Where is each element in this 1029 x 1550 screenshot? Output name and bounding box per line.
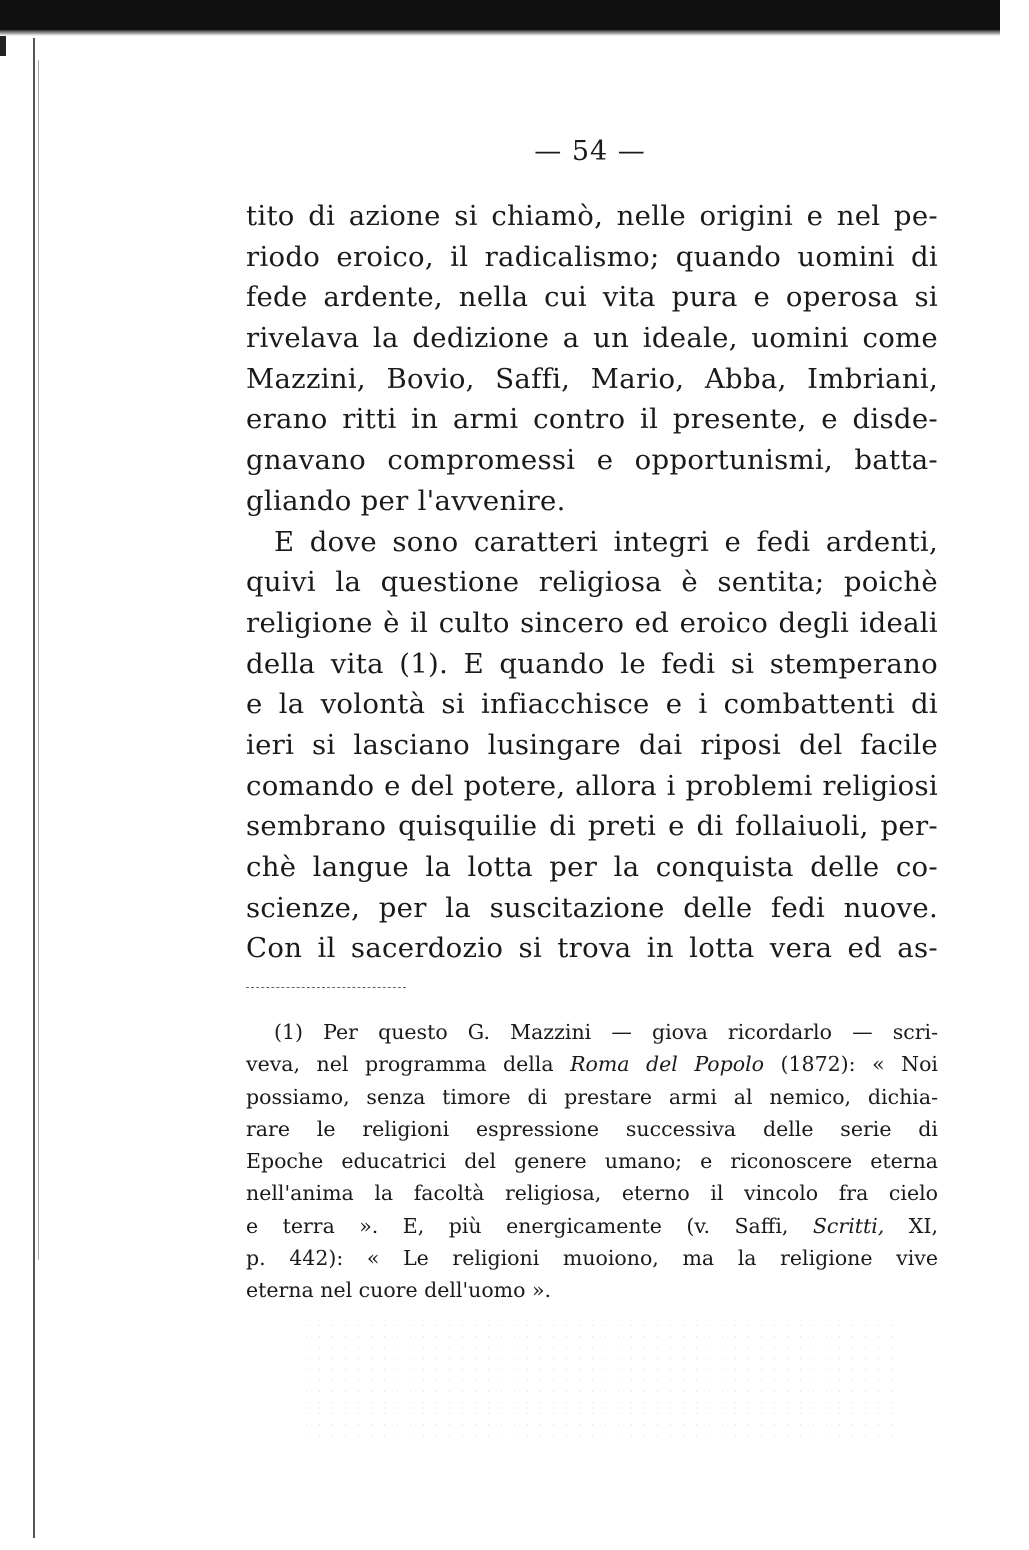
footnote-title-roma-del-popolo: Roma del Popolo: [570, 1052, 764, 1077]
footnote-text: (1872): « Noi: [764, 1052, 938, 1077]
footnote-line: p. 442): « Le religioni muoiono, ma la religione vive: [246, 1246, 938, 1271]
body-line: erano ritti in armi contro il presente, e disde-: [246, 403, 938, 436]
body-line: scienze, per la suscitazione delle fedi nuove.: [246, 891, 938, 924]
footnote-line: eterna nel cuore dell'uomo ».: [246, 1278, 552, 1303]
body-line: religione è il culto sincero ed eroico degli ideali: [246, 606, 938, 639]
page-edge-shadow: [38, 60, 39, 1260]
page-edge-line: [33, 38, 35, 1538]
body-line: Mazzini, Bovio, Saffi, Mario, Abba, Imbriani,: [246, 362, 938, 395]
body-line: riodo eroico, il radicalismo; quando uomini di: [246, 240, 938, 273]
body-line: comando e del potere, allora i problemi religiosi: [246, 769, 938, 802]
body-line: sembrano quisquilie di preti e di follaiuoli, per-: [246, 810, 938, 843]
scan-border-left: [0, 36, 6, 56]
footnote-line: (1) Per questo G. Mazzini — giova ricordarlo — scri-: [274, 1020, 938, 1044]
body-line: rivelava la dedizione a un ideale, uomini come: [246, 322, 938, 355]
footnote-line: nell'anima la facoltà religiosa, eterno il vincolo fra cielo: [246, 1181, 938, 1206]
body-line: gnavano compromessi e opportunismi, batta-: [246, 444, 938, 477]
footnote-line: [246, 1048, 938, 1080]
body-line: ieri si lasciano lusingare dai riposi del facile: [246, 728, 938, 761]
body-line: quivi la questione religiosa è sentita; poichè: [246, 566, 938, 599]
body-line: E dove sono caratteri integri e fedi ardenti,: [274, 525, 938, 558]
footnote: [246, 1016, 938, 1307]
body-line: chè langue la lotta per la conquista delle co-: [246, 851, 938, 883]
footnote-title-scritti: Scritti,: [812, 1213, 885, 1238]
page-number: — 54 —: [534, 136, 646, 167]
body-line: e la volontà si infiacchisce e i combattenti di: [246, 688, 938, 721]
footnote-line: Epoche educatrici del genere umano; e riconoscere eterna: [246, 1149, 938, 1174]
footnote-line: [246, 1210, 938, 1242]
footnote-text: XI,: [884, 1213, 938, 1238]
body-line: gliando per l'avvenire.: [246, 484, 566, 517]
footnote-line: possiamo, senza timore di prestare armi al nemico, dichia-: [246, 1084, 938, 1109]
body-line: fede ardente, nella cui vita pura e operosa si: [246, 281, 938, 314]
footnote-line: rare le religioni espressione successiva delle serie di: [246, 1116, 938, 1141]
scan-noise: [300, 1320, 900, 1440]
body-line: della vita (1). E quando le fedi si stemperano: [246, 647, 938, 680]
body-line: Con il sacerdozio si trova in lotta vera ed as-: [246, 932, 938, 965]
footnote-text: veva, nel programma della: [246, 1052, 571, 1077]
body-text: [246, 196, 938, 969]
footnote-text: e terra ». E, più energicamente (v. Saffi,: [246, 1213, 813, 1238]
body-line: tito di azione si chiamò, nelle origini e nel pe-: [246, 200, 938, 232]
footnote-separator: [246, 987, 406, 988]
scan-border-top: [0, 0, 1000, 36]
